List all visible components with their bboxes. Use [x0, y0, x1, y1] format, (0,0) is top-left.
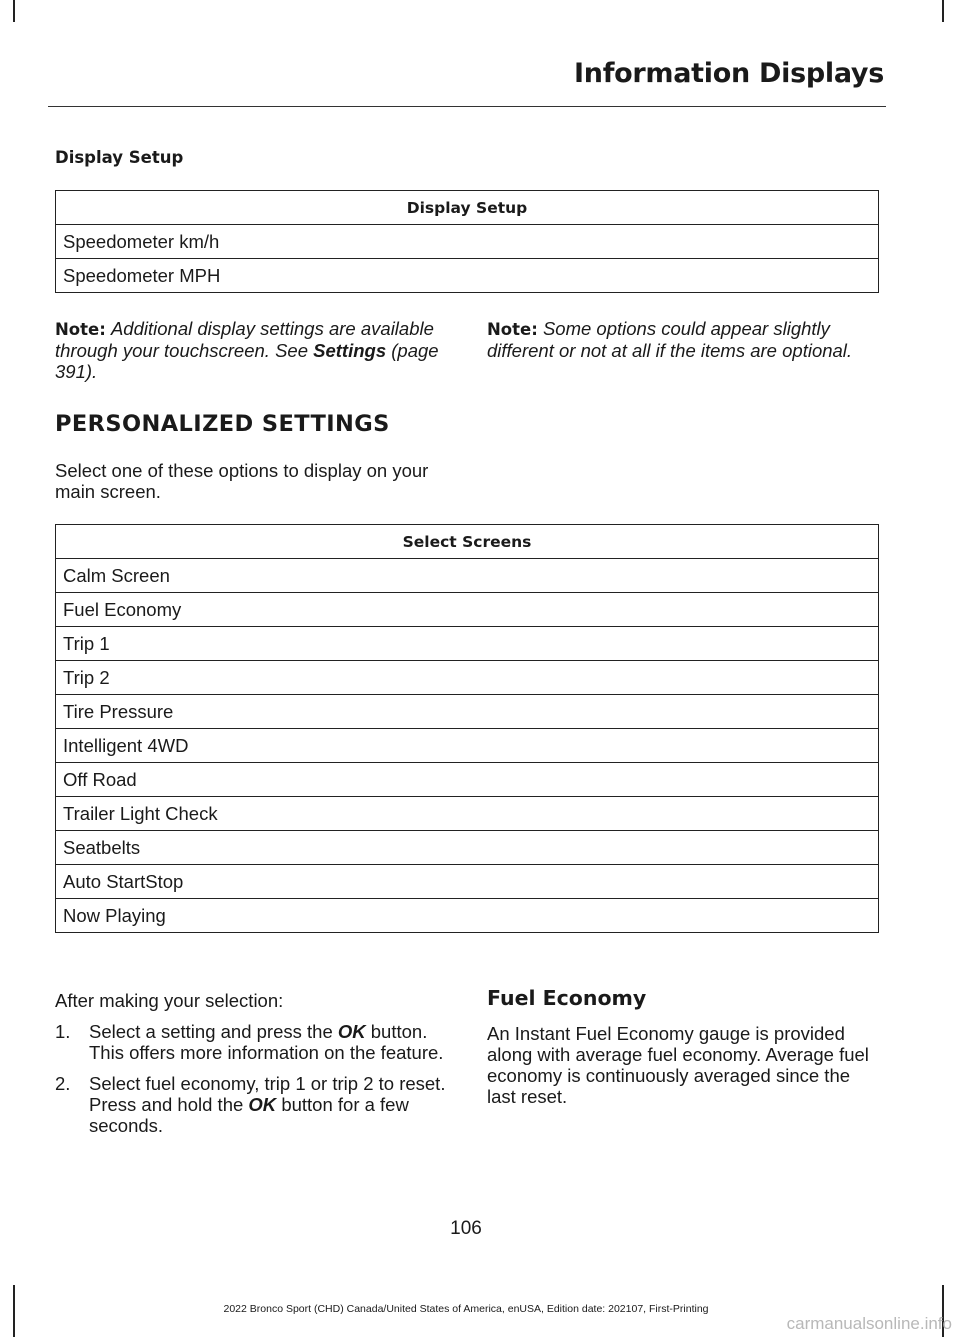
- page-header-title: Information Displays: [574, 58, 884, 89]
- note-left: [55, 318, 447, 382]
- step-text: Select fuel economy, trip 1 or trip 2 to reset. Press and hold the: [89, 1073, 446, 1115]
- personalized-settings-heading: PERSONALIZED SETTINGS: [55, 411, 390, 437]
- display-setup-table: [55, 190, 879, 293]
- list-item: [55, 1073, 447, 1136]
- table-cell: Auto StartStop: [56, 865, 879, 899]
- table-cell: Speedometer km/h: [56, 225, 879, 259]
- note-right: [487, 318, 879, 361]
- table-cell: Trip 2: [56, 661, 879, 695]
- select-screens-table-header: Select Screens: [56, 525, 879, 559]
- fuel-economy-section: [487, 988, 879, 1107]
- note-text: Some options could appear slightly different or not at all if the items are optional.: [487, 318, 853, 361]
- step-number: 2.: [55, 1073, 71, 1094]
- note-text: Additional display settings are available through your touchscreen. See: [55, 318, 434, 361]
- table-row: [56, 797, 879, 831]
- note-label: Note:: [487, 320, 538, 339]
- table-row: [56, 259, 879, 293]
- display-setup-label: Display Setup: [55, 148, 184, 167]
- table-cell: Trailer Light Check: [56, 797, 879, 831]
- table-cell: Tire Pressure: [56, 695, 879, 729]
- after-selection-section: [55, 990, 447, 1136]
- ok-button-reference: OK: [248, 1094, 277, 1115]
- settings-link[interactable]: Settings: [313, 340, 387, 361]
- after-selection-intro: After making your selection:: [55, 990, 284, 1011]
- table-row: [56, 865, 879, 899]
- fuel-economy-heading: Fuel Economy: [487, 986, 647, 1010]
- table-cell: Fuel Economy: [56, 593, 879, 627]
- step-text: button. This offers more information on the feature.: [89, 1021, 444, 1063]
- select-screens-table: [55, 524, 879, 933]
- note-page-ref: (page 391).: [55, 340, 439, 382]
- step-text: Select a setting and press the: [89, 1021, 333, 1042]
- table-row: [56, 627, 879, 661]
- table-row: [56, 695, 879, 729]
- fuel-economy-text: An Instant Fuel Economy gauge is provided along with average fuel economy. Average fuel economy is continuously averaged since the last reset.: [487, 1023, 869, 1107]
- watermark: carmanualsonline.info: [786, 1314, 952, 1333]
- note-label: Note:: [55, 320, 106, 339]
- step-text: button for a few seconds.: [89, 1094, 409, 1136]
- step-number: 1.: [55, 1021, 71, 1042]
- display-setup-table-header: Display Setup: [56, 191, 879, 225]
- table-cell: Intelligent 4WD: [56, 729, 879, 763]
- table-cell: Off Road: [56, 763, 879, 797]
- table-row: [56, 899, 879, 933]
- table-cell: Calm Screen: [56, 559, 879, 593]
- table-cell: Speedometer MPH: [56, 259, 879, 293]
- personalized-intro: Select one of these options to display on your main screen.: [55, 460, 429, 502]
- list-item: [55, 1021, 447, 1063]
- table-row: [56, 831, 879, 865]
- table-row: [56, 559, 879, 593]
- table-cell: Trip 1: [56, 627, 879, 661]
- table-row: [56, 763, 879, 797]
- table-row: [56, 225, 879, 259]
- crop-mark-top-right: [942, 0, 944, 22]
- ok-button-reference: OK: [337, 1021, 366, 1042]
- header-divider: [48, 106, 886, 107]
- edition-footer: 2022 Bronco Sport (CHD) Canada/United States of America, enUSA, Edition date: 202107, First-Printing: [223, 1303, 709, 1315]
- table-cell: Now Playing: [56, 899, 879, 933]
- steps-list: [55, 1021, 447, 1136]
- table-row: [56, 593, 879, 627]
- table-cell: Seatbelts: [56, 831, 879, 865]
- table-row: [56, 729, 879, 763]
- crop-mark-top-left: [13, 0, 15, 22]
- table-row: [56, 661, 879, 695]
- page-number: 106: [450, 1218, 482, 1239]
